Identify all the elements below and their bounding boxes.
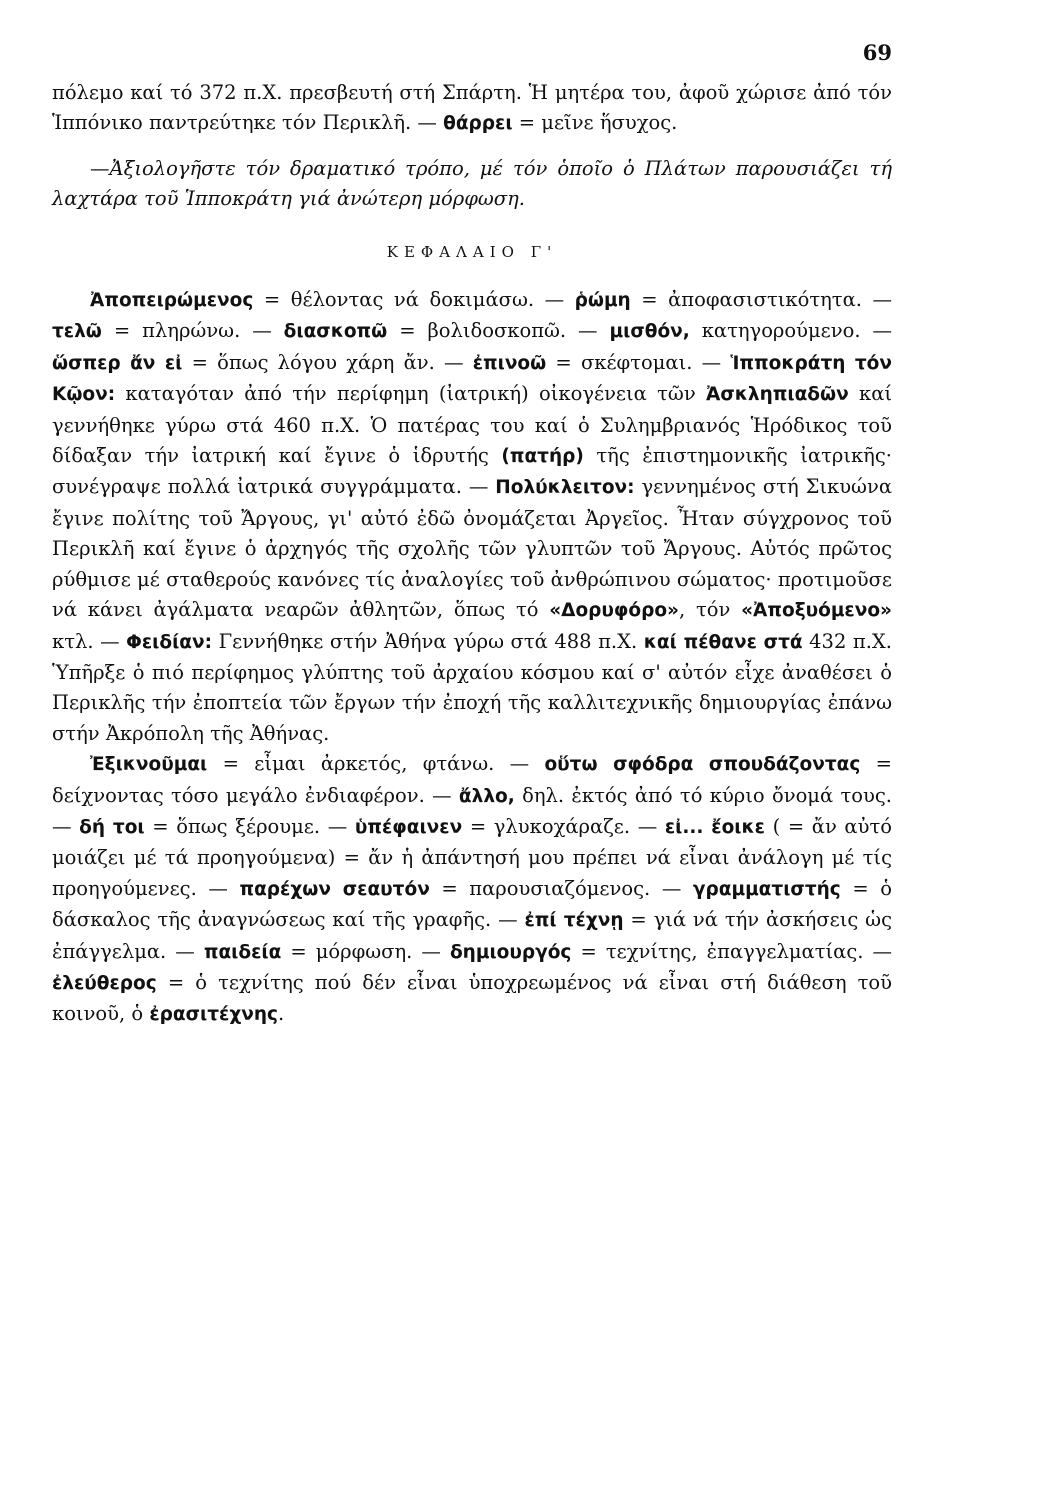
term: «Δορυφόρο»	[549, 600, 680, 622]
gloss: = τεχνίτης, ἐπαγγελματίας. —	[571, 939, 892, 963]
term: Ἀσκληπιαδῶν	[706, 384, 849, 406]
gloss: , τόν	[679, 598, 742, 622]
gloss: = ἀποφασιστικότητα. —	[630, 288, 892, 312]
term: Πολύκλειτον:	[495, 477, 635, 499]
page-number: 69	[862, 40, 892, 65]
term: ἐπί τέχνῃ	[524, 910, 624, 932]
gloss: = γιά νά τήν ἀσκήσεις ὡς ἐπάγγελμα. —	[52, 908, 893, 963]
term: ἐρασιτέχνης	[149, 1004, 279, 1026]
term: ἐλεύθερος	[52, 972, 157, 994]
gloss: = ὅπως λόγου χάρη ἄν. —	[182, 350, 473, 374]
gloss: Γεννήθηκε στήν Ἀθήνα γύρω στά 488 π.Χ.	[212, 629, 644, 653]
term: Ἱπποκράτη τόν Κῷον:	[52, 352, 892, 406]
gloss: = εἶμαι ἀρκετός, φτάνω. —	[207, 752, 545, 776]
paragraph-1-text: πόλεμο καί τό 372 π.Χ. πρεσβευτή στή Σπάρτη. Ἡ μητέρα του, ἀφοῦ χώρισε ἀπό τόν Ἱππόνικο παντρεύτηκε τόν Περικλῆ. —	[52, 81, 892, 135]
term: (πατήρ)	[501, 446, 584, 468]
gloss: .	[278, 1002, 285, 1026]
term: Ἐξικνοῦμαι	[90, 754, 208, 776]
term: οὕτω σφόδρα σπουδάζοντας	[544, 754, 861, 776]
gloss: = ὁ δάσκαλος τῆς ἀναγνώσεως καί τῆς γραφῆς. —	[52, 876, 892, 932]
gloss: δηλ. ἐκτός ἀπό τό κύριο ὄνομά τους. —	[52, 783, 892, 838]
gloss: κατηγορούμενο. —	[689, 319, 892, 343]
gloss: = σκέφτομαι. —	[546, 350, 731, 374]
term: ῥώμη	[574, 290, 631, 312]
term: Φειδίαν:	[126, 631, 213, 653]
term: Ἀποπειρώμενος	[90, 290, 254, 312]
gloss: γεννημένος στή Σικυώνα ἔγινε πολίτης τοῦ Ἄργους, γι' αὐτό ἐδῶ ὀνομάζεται Ἀργεῖος. Ἦταν σύγχρονος τοῦ Περικλῆ καί ἔγινε ὁ ἀρχηγός τῆς σχολῆς τῶν γλυπτῶν τοῦ Ἄργους. Αὐτός πρῶτος ρύθμισε μέ σταθερούς κανόνες τίς ἀναλογίες τοῦ ἀνθρώπινου σώματος· προτιμοῦσε νά κάνει ἀγάλματα νεαρῶν ἀθλητῶν, ὅπως τό	[52, 475, 892, 622]
gloss: = ὅπως ξέρουμε. —	[144, 814, 355, 838]
gloss: = παρουσιαζόμενος. —	[429, 876, 693, 900]
paragraph-1	[52, 78, 892, 140]
gloss: 432 π.Χ. Ὑπῆρξε ὁ πιό περίφημος γλύπτης τοῦ ἀρχαίου κόσμου καί σ' αὐτόν εἶχε ἀναθέσει ὁ Περικλῆς τήν ἐποπτεία τῶν ἔργων τήν ἐποχή τῆς καλλιτεχνικῆς δημιουργίας ἐπάνω στήν Ἀκρόπολη τῆς Ἀθήνας.	[52, 629, 893, 745]
glossary-paragraph-1	[52, 285, 892, 749]
term: δή τοι	[79, 816, 145, 838]
gloss: = δείχνοντας τόσο μεγάλο ἐνδιαφέρον. —	[52, 752, 892, 807]
glossary-paragraph-2	[52, 749, 892, 1031]
gloss: καταγόταν ἀπό τήν περίφημη (ἰατρική) οἰκογένεια τῶν	[115, 382, 706, 406]
term: μισθόν,	[609, 321, 690, 343]
term: καί πέθανε στά	[643, 631, 803, 653]
chapter-heading: ΚΕΦΑΛΑΙΟ Γ'	[386, 242, 558, 261]
term: εἰ... ἔοικε	[664, 816, 765, 838]
gloss: τῆς ἐπιστημονικῆς ἰατρικῆς· συνέγραψε πολλά ἰατρικά συγγράμματα. —	[52, 444, 892, 499]
gloss: = μόρφωση. —	[281, 939, 450, 963]
question-paragraph: —Ἀξιολογῆστε τόν δραματικό τρόπο, μέ τόν ὁποῖο ὁ Πλάτων παρουσιάζει τή λαχτάρα τοῦ Ἱπποκράτη γιά ἀνώτερη μόρφωση.	[52, 156, 892, 211]
gloss: κτλ. —	[52, 629, 127, 653]
gloss: = θέλοντας νά δοκιμάσω. —	[253, 288, 575, 312]
gloss: = βολιδοσκοπῶ. —	[387, 319, 610, 343]
paragraph-1-text-end: = μεῖνε ἥσυχος.	[512, 111, 678, 135]
term: «Ἀποξυόμενο»	[741, 600, 892, 622]
term-tharrei: θάρρει	[443, 113, 513, 135]
gloss: = πληρώνω. —	[101, 319, 284, 343]
term: διασκοπῶ	[283, 321, 388, 343]
term: γραμματιστής	[692, 878, 841, 900]
term: παιδεία	[203, 941, 282, 963]
term: ἐπινοῶ	[472, 352, 547, 374]
term: παρέχων σεαυτόν	[239, 878, 430, 900]
term: ἄλλο,	[458, 785, 515, 807]
term: ὥσπερ ἄν εἰ	[52, 352, 183, 374]
gloss: = ὁ τεχνίτης πού δέν εἶναι ὑποχρεωμένος νά εἶναι στή διάθεση τοῦ κοινοῦ, ὁ	[52, 970, 892, 1026]
gloss: = γλυκοχάραζε. —	[462, 814, 665, 838]
term: τελῶ	[52, 321, 102, 343]
gloss: καί γεννήθηκε γύρω στά 460 π.Χ. Ὁ πατέρας του καί ὁ Συλημβριανός Ἡρόδικος τοῦ δίδαξαν τήν ἰατρική καί ἔγινε ὁ ἱδρυτής	[52, 382, 893, 468]
term: ὑπέφαινεν	[354, 816, 463, 838]
gloss: ( = ἄν αὐτό μοιάζει μέ τά προηγούμενα) = ἄν ἡ ἀπάντησή μου πρέπει νά εἶναι ἀνάλογη μέ τίς προηγούμενες. —	[52, 814, 892, 900]
text-body	[52, 78, 892, 1031]
term: δημιουργός	[449, 941, 572, 963]
